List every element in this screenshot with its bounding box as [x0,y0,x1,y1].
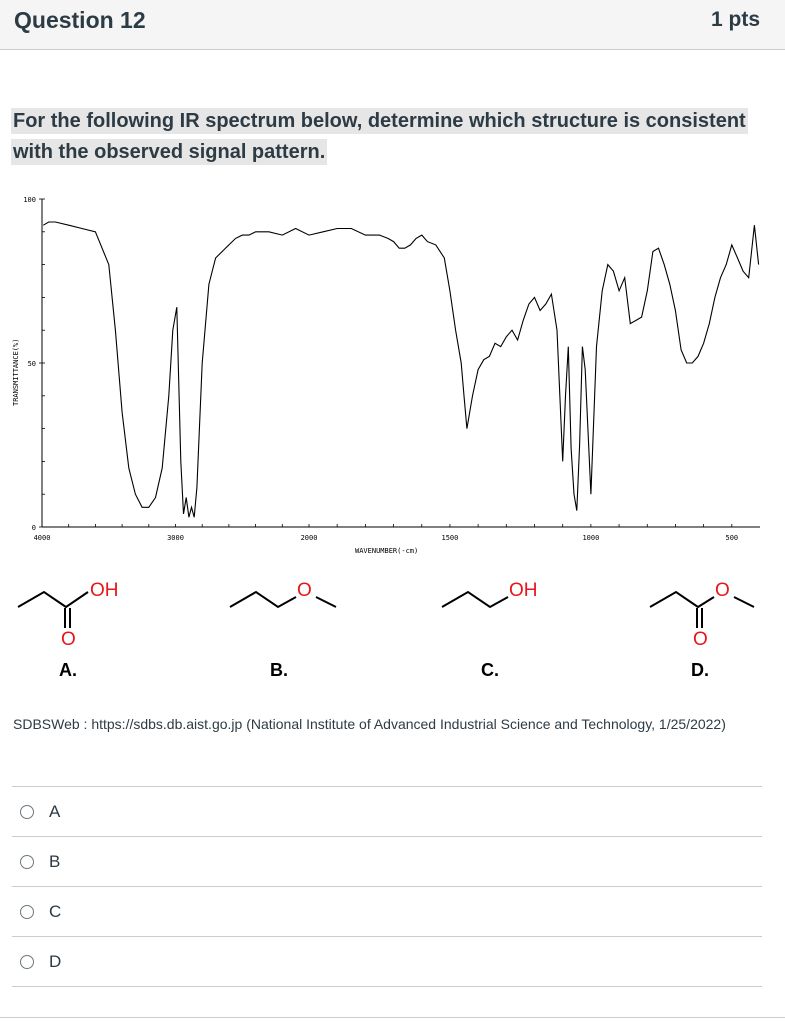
x-tick-label: 2000 [300,534,318,542]
structure-b [226,570,366,630]
structure-b-label: B. [270,660,288,680]
question-points: 1 pts [710,8,760,31]
ir-spectrum-chart [0,186,785,556]
ester-oxygen-label: O [715,580,730,601]
hydroxyl-atom-label: OH [509,580,538,601]
bottom-divider [0,1017,785,1018]
radio-button[interactable] [20,805,34,819]
answer-label: D [49,952,62,971]
answer-option-a[interactable] [12,787,762,837]
radio-button[interactable] [20,955,34,969]
radio-button[interactable] [20,855,34,869]
answer-label: B [49,852,61,871]
answer-list [12,786,762,987]
y-tick-label: 100 [23,196,36,204]
answer-option-d[interactable] [12,937,762,987]
source-citation: SDBSWeb : https://sdbs.db.aist.go.jp (National Institute of Advanced Industrial Science and Technology, 1/25/2022) [13,716,726,732]
structure-a [14,570,144,655]
carbonyl-oxygen-label: O [61,629,76,650]
y-axis-label: TRANSMITTANCE(%) [12,338,20,406]
answer-option-b[interactable] [12,837,762,887]
question-prompt [11,106,747,168]
x-tick-label: 1000 [582,534,600,542]
structure-c [438,570,578,630]
x-axis-label: WAVENUMBER(-cm) [355,547,419,555]
question-title: Question 12 [14,7,146,33]
radio-button[interactable] [20,905,34,919]
y-tick-label: 0 [31,524,36,532]
x-tick-label: 1500 [441,534,459,542]
answer-label: A [49,802,61,821]
structure-d [648,570,785,655]
answer-label: C [49,902,62,921]
carbonyl-oxygen-label: O [693,629,708,650]
ether-oxygen-label: O [297,580,312,601]
question-prompt-text: For the following IR spectrum below, determine which structure is consistent with the observed signal pattern. [13,110,746,163]
answer-option-c[interactable] [12,887,762,937]
structure-d-label: D. [691,660,709,680]
spectrum-series-line [43,222,758,517]
x-tick-label: 4000 [33,534,51,542]
hydroxyl-atom-label: OH [90,580,119,601]
x-tick-label: 500 [725,534,739,542]
x-tick-label: 3000 [167,534,184,542]
structure-c-label: C. [481,660,499,680]
structure-a-label: A. [59,660,77,680]
question-header [0,0,785,50]
y-tick-label: 50 [27,360,36,368]
